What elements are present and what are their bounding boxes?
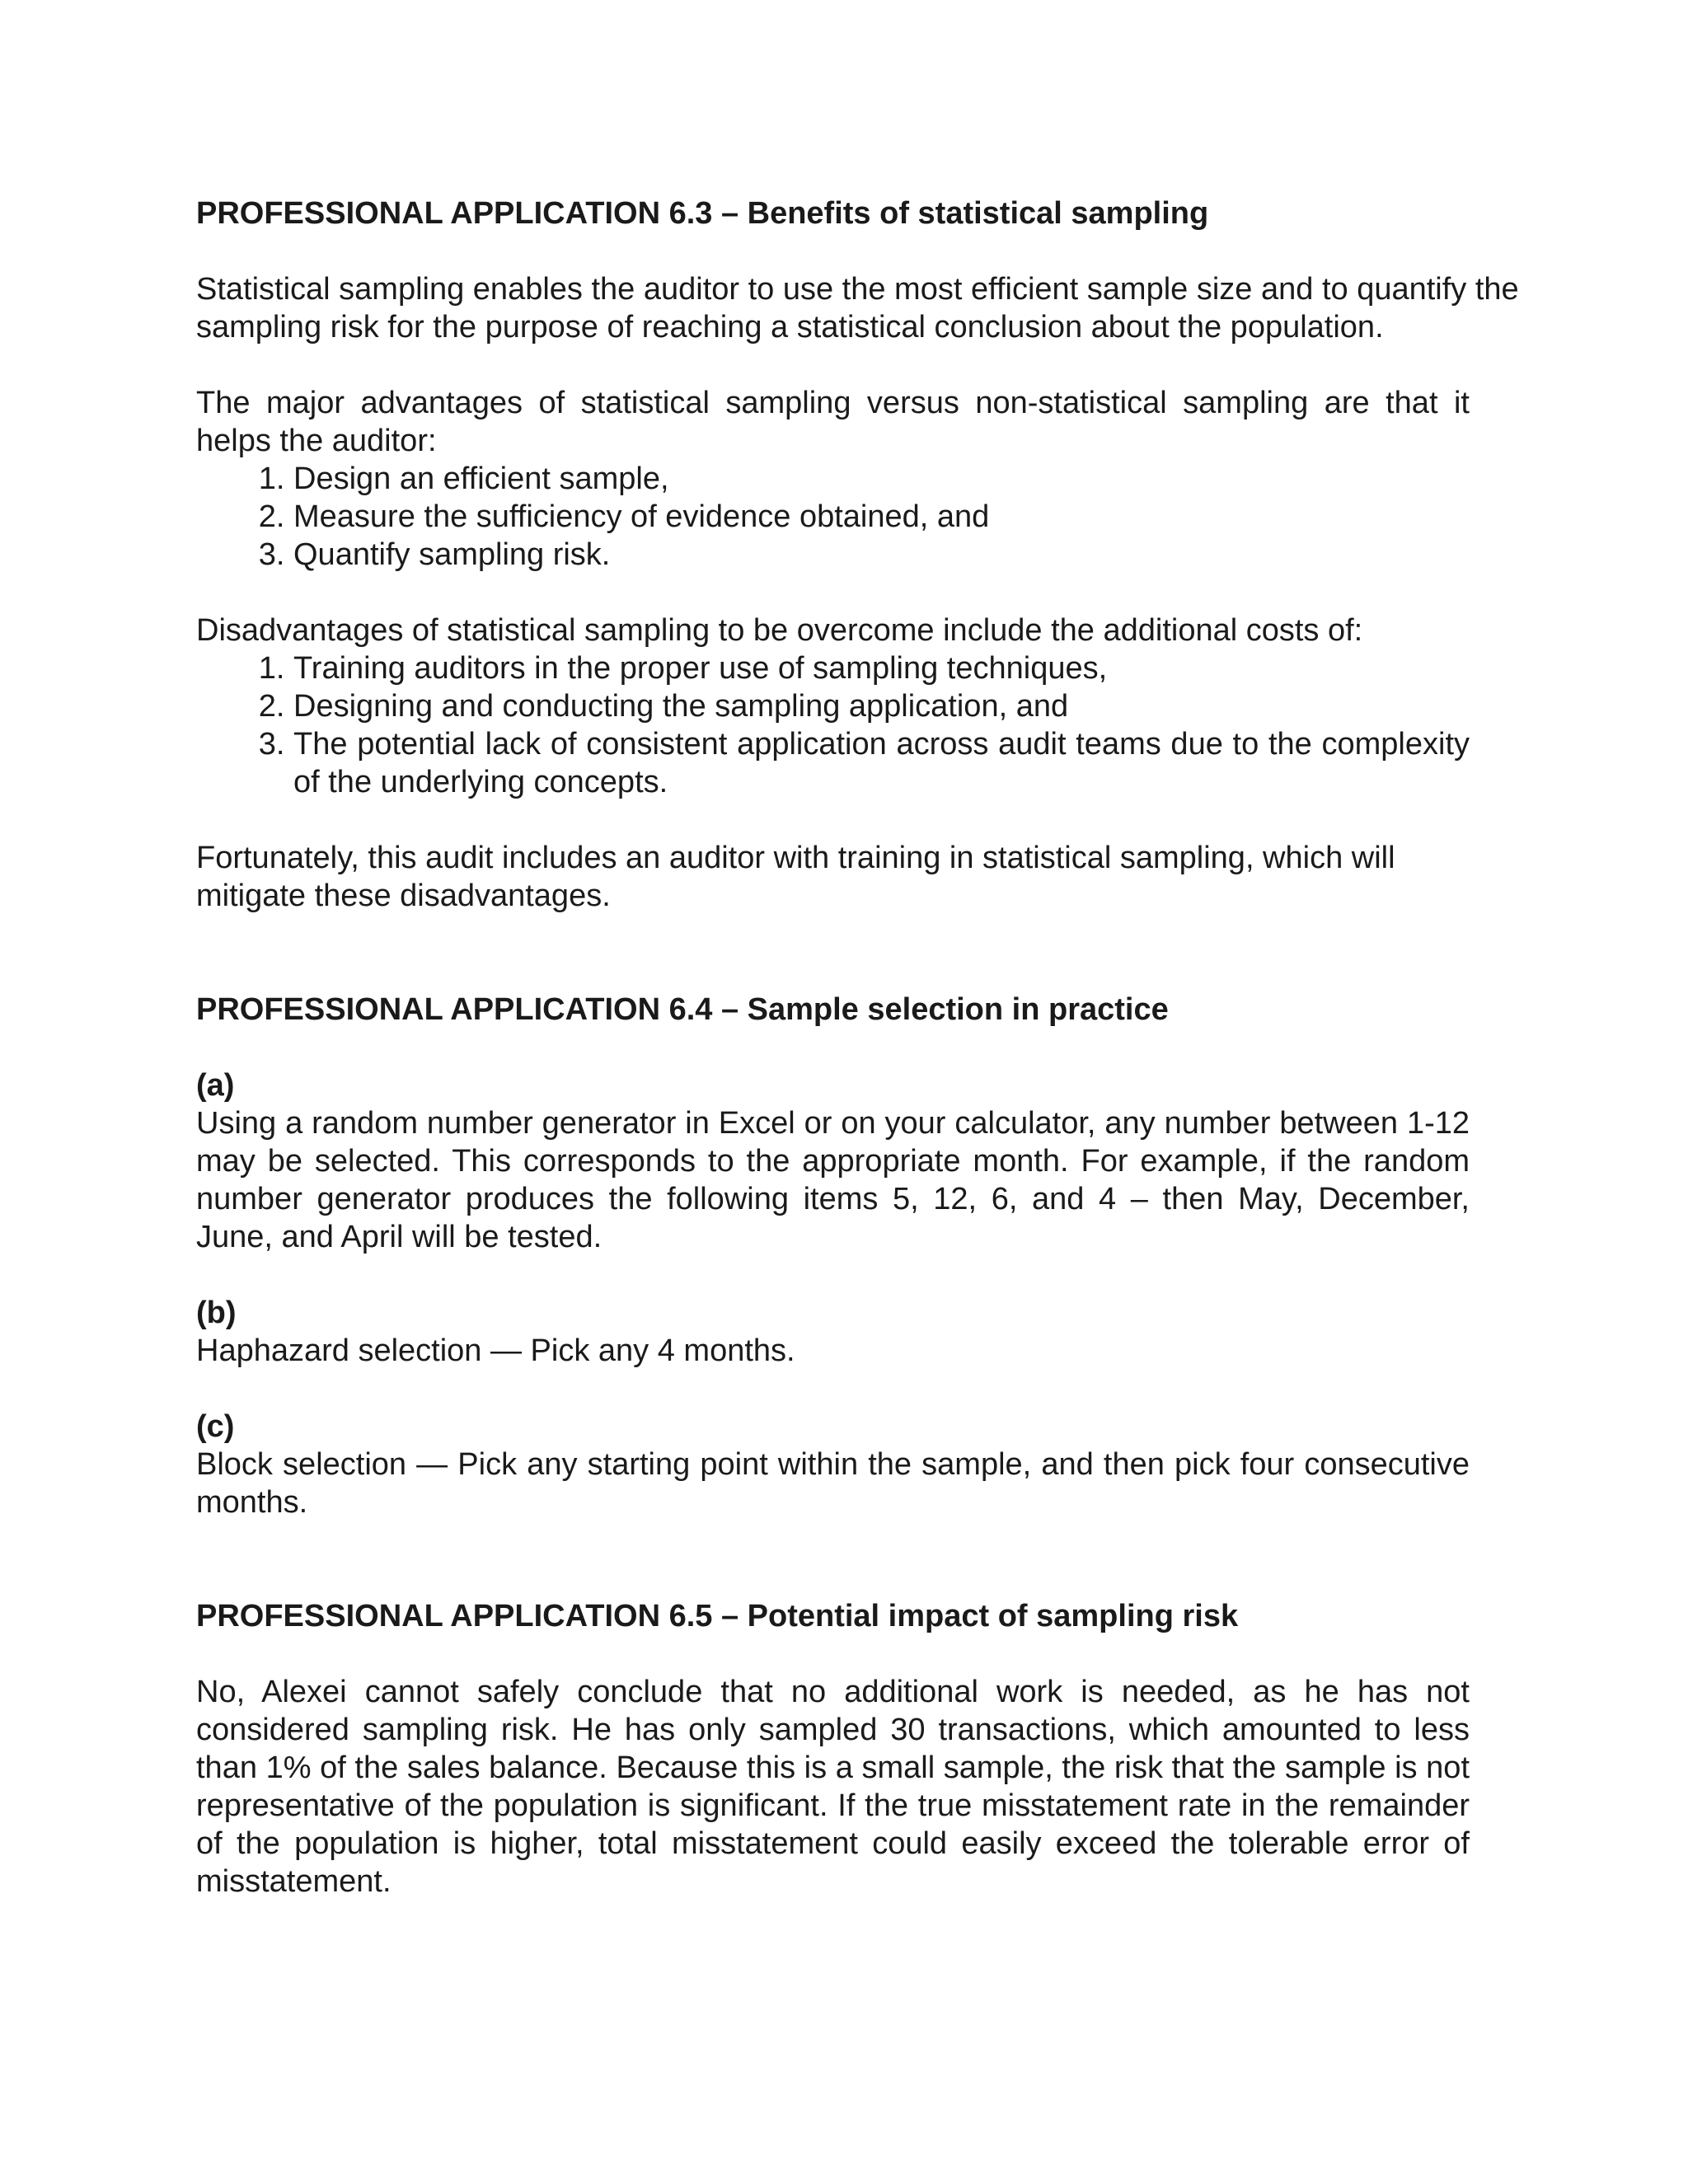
list-item: 3. Quantify sampling risk.	[293, 536, 1520, 574]
list-item: 3. The potential lack of consistent application across audit teams due to the complexity of the underlying concepts.	[293, 725, 1470, 801]
paragraph: Using a random number generator in Excel or on your calculator, any number between 1-12 may be selected. This corresponds to the appropriate month. For example, if the random number generator produces the following items 5, 12, 6, and 4 – then May, December, June, and April will be tested.	[196, 1106, 1470, 1254]
part-b	[196, 1294, 1520, 1370]
section-6-4	[196, 991, 1520, 1521]
section-title: PROFESSIONAL APPLICATION 6.4 – Sample selection in practice	[196, 992, 1169, 1027]
paragraph: Fortunately, this audit includes an auditor with training in statistical sampling, which will mitigate these disadvantages.	[196, 841, 1395, 913]
paragraph: Haphazard selection — Pick any 4 months.	[196, 1333, 795, 1368]
document-page	[196, 194, 1520, 1938]
section-6-5	[196, 1597, 1520, 1900]
section-title: PROFESSIONAL APPLICATION 6.3 – Benefits of statistical sampling	[196, 196, 1209, 231]
advantages-list	[196, 460, 1520, 574]
list-item: 2. Measure the sufficiency of evidence obtained, and	[293, 498, 1520, 536]
paragraph: No, Alexei cannot safely conclude that no additional work is needed, as he has not considered sampling risk. He has only sampled 30 transactions, which amounted to less than 1% of the sales balance. Because this is a small sample, the risk that the sample is not representative of the population is significant. If the true misstatement rate in the remainder of the population is higher, total misstatement could easily exceed the tolerable error of misstatement.	[196, 1675, 1470, 1899]
paragraph: Disadvantages of statistical sampling to be overcome include the additional costs of:	[196, 613, 1363, 648]
list-item: 1. Design an efficient sample,	[293, 460, 1520, 498]
paragraph: Block selection — Pick any starting point within the sample, and then pick four consecutive months.	[196, 1447, 1470, 1520]
part-c	[196, 1408, 1520, 1521]
paragraph: Statistical sampling enables the auditor to use the most efficient sample size and to quantify the sampling risk for the purpose of reaching a statistical conclusion about the population.	[196, 272, 1519, 344]
list-item: 2. Designing and conducting the sampling application, and	[293, 687, 1470, 725]
part-label: (c)	[196, 1409, 235, 1444]
part-label: (a)	[196, 1068, 235, 1103]
disadvantages-list	[196, 649, 1520, 801]
part-a	[196, 1066, 1520, 1256]
part-label: (b)	[196, 1296, 237, 1330]
paragraph: The major advantages of statistical sampling versus non-statistical sampling are that it helps the auditor:	[196, 386, 1470, 458]
section-title: PROFESSIONAL APPLICATION 6.5 – Potential impact of sampling risk	[196, 1599, 1239, 1633]
list-item: 1. Training auditors in the proper use of sampling techniques,	[293, 649, 1470, 687]
section-6-3	[196, 194, 1520, 915]
